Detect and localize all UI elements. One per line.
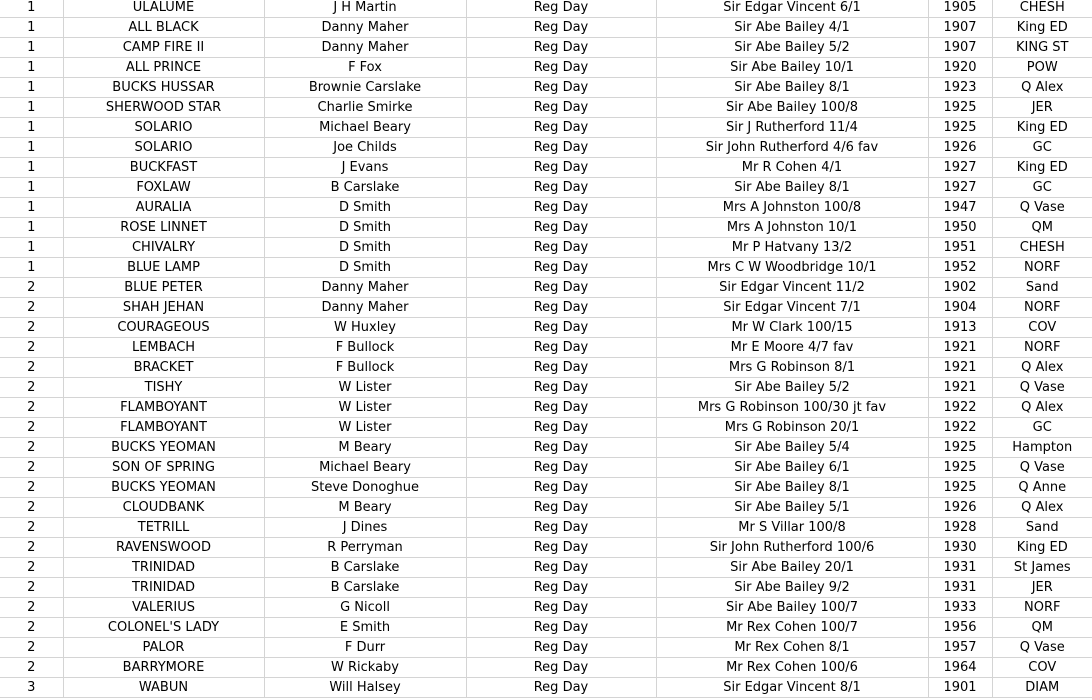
table-row (0, 458, 1092, 478)
horse-cell[interactable]: FOXLAW (63, 178, 264, 198)
trainer-cell[interactable]: Reg Day (466, 238, 656, 258)
owner-odds-cell[interactable]: Sir Abe Bailey 8/1 (656, 78, 928, 98)
owner-odds-cell[interactable]: Sir Abe Bailey 100/7 (656, 598, 928, 618)
jockey-cell[interactable]: Brownie Carslake (264, 78, 466, 98)
jockey-cell[interactable]: F Durr (264, 638, 466, 658)
jockey-cell[interactable]: D Smith (264, 258, 466, 278)
year-cell[interactable]: 1923 (928, 78, 992, 98)
jockey-cell[interactable]: B Carslake (264, 178, 466, 198)
horse-cell[interactable]: TRINIDAD (63, 578, 264, 598)
owner-odds-cell[interactable]: Mrs A Johnston 10/1 (656, 218, 928, 238)
jockey-cell[interactable]: F Bullock (264, 338, 466, 358)
jockey-cell[interactable]: Steve Donoghue (264, 478, 466, 498)
race-cell[interactable]: CHESH (992, 238, 1092, 258)
table-row (0, 218, 1092, 238)
finish-cell[interactable]: 1 (0, 0, 63, 18)
year-cell[interactable]: 1925 (928, 458, 992, 478)
jockey-cell[interactable]: E Smith (264, 618, 466, 638)
finish-cell[interactable]: 2 (0, 478, 63, 498)
year-cell[interactable]: 1926 (928, 498, 992, 518)
table-row (0, 538, 1092, 558)
year-cell[interactable]: 1925 (928, 478, 992, 498)
table-row (0, 678, 1092, 698)
race-cell[interactable]: JER (992, 578, 1092, 598)
jockey-cell[interactable]: J Dines (264, 518, 466, 538)
year-cell[interactable]: 1933 (928, 598, 992, 618)
owner-odds-cell[interactable]: Sir J Rutherford 11/4 (656, 118, 928, 138)
jockey-cell[interactable]: Michael Beary (264, 118, 466, 138)
year-cell[interactable]: 1964 (928, 658, 992, 678)
horse-cell[interactable]: COURAGEOUS (63, 318, 264, 338)
table-row (0, 18, 1092, 38)
year-cell[interactable]: 1956 (928, 618, 992, 638)
owner-odds-cell[interactable]: Sir Abe Bailey 100/8 (656, 98, 928, 118)
race-cell[interactable]: KING ST (992, 38, 1092, 58)
table-row (0, 658, 1092, 678)
race-cell[interactable]: Q Alex (992, 498, 1092, 518)
finish-cell[interactable]: 2 (0, 438, 63, 458)
finish-cell[interactable]: 2 (0, 418, 63, 438)
trainer-cell[interactable]: Reg Day (466, 98, 656, 118)
table-row (0, 638, 1092, 658)
year-cell[interactable]: 1927 (928, 158, 992, 178)
finish-cell[interactable]: 3 (0, 678, 63, 698)
year-cell[interactable]: 1925 (928, 98, 992, 118)
horse-cell[interactable]: SHAH JEHAN (63, 298, 264, 318)
finish-cell[interactable]: 2 (0, 378, 63, 398)
year-cell[interactable]: 1925 (928, 438, 992, 458)
year-cell[interactable]: 1902 (928, 278, 992, 298)
owner-odds-cell[interactable]: Sir Abe Bailey 8/1 (656, 478, 928, 498)
race-cell[interactable]: Q Anne (992, 478, 1092, 498)
year-cell[interactable]: 1931 (928, 578, 992, 598)
jockey-cell[interactable]: M Beary (264, 438, 466, 458)
owner-odds-cell[interactable]: Sir Abe Bailey 9/2 (656, 578, 928, 598)
owner-odds-cell[interactable]: Mr Rex Cohen 100/6 (656, 658, 928, 678)
finish-cell[interactable]: 2 (0, 598, 63, 618)
year-cell[interactable]: 1922 (928, 418, 992, 438)
year-cell[interactable]: 1947 (928, 198, 992, 218)
race-cell[interactable]: Q Alex (992, 78, 1092, 98)
owner-odds-cell[interactable]: Sir John Rutherford 4/6 fav (656, 138, 928, 158)
horse-cell[interactable]: CHIVALRY (63, 238, 264, 258)
horse-cell[interactable]: SHERWOOD STAR (63, 98, 264, 118)
horse-cell[interactable]: TETRILL (63, 518, 264, 538)
race-cell[interactable]: Q Vase (992, 198, 1092, 218)
table-row (0, 238, 1092, 258)
table-row (0, 318, 1092, 338)
horse-cell[interactable]: AURALIA (63, 198, 264, 218)
jockey-cell[interactable]: Michael Beary (264, 458, 466, 478)
finish-cell[interactable]: 1 (0, 98, 63, 118)
race-cell[interactable]: Hampton (992, 438, 1092, 458)
finish-cell[interactable]: 2 (0, 558, 63, 578)
trainer-cell[interactable]: Reg Day (466, 378, 656, 398)
finish-cell[interactable]: 1 (0, 58, 63, 78)
finish-cell[interactable]: 2 (0, 298, 63, 318)
jockey-cell[interactable]: G Nicoll (264, 598, 466, 618)
finish-cell[interactable]: 1 (0, 258, 63, 278)
trainer-cell[interactable]: Reg Day (466, 518, 656, 538)
owner-odds-cell[interactable]: Sir Abe Bailey 5/2 (656, 378, 928, 398)
trainer-cell[interactable]: Reg Day (466, 458, 656, 478)
finish-cell[interactable]: 2 (0, 518, 63, 538)
trainer-cell[interactable]: Reg Day (466, 198, 656, 218)
race-cell[interactable]: St James (992, 558, 1092, 578)
horse-cell[interactable]: BARRYMORE (63, 658, 264, 678)
table-row (0, 58, 1092, 78)
race-cell[interactable]: GC (992, 138, 1092, 158)
finish-cell[interactable]: 2 (0, 578, 63, 598)
race-cell[interactable]: CHESH (992, 0, 1092, 18)
finish-cell[interactable]: 1 (0, 78, 63, 98)
table-row (0, 78, 1092, 98)
finish-cell[interactable]: 2 (0, 278, 63, 298)
horse-cell[interactable]: TISHY (63, 378, 264, 398)
trainer-cell[interactable]: Reg Day (466, 538, 656, 558)
race-cell[interactable]: Q Vase (992, 638, 1092, 658)
trainer-cell[interactable]: Reg Day (466, 18, 656, 38)
jockey-cell[interactable]: B Carslake (264, 558, 466, 578)
owner-odds-cell[interactable]: Mr Rex Cohen 100/7 (656, 618, 928, 638)
trainer-cell[interactable]: Reg Day (466, 658, 656, 678)
owner-odds-cell[interactable]: Sir Edgar Vincent 6/1 (656, 0, 928, 18)
year-cell[interactable]: 1913 (928, 318, 992, 338)
jockey-cell[interactable]: Charlie Smirke (264, 98, 466, 118)
trainer-cell[interactable]: Reg Day (466, 558, 656, 578)
race-cell[interactable]: GC (992, 178, 1092, 198)
jockey-cell[interactable]: Danny Maher (264, 38, 466, 58)
jockey-cell[interactable]: Joe Childs (264, 138, 466, 158)
table-row (0, 338, 1092, 358)
horse-cell[interactable]: CLOUDBANK (63, 498, 264, 518)
trainer-cell[interactable]: Reg Day (466, 618, 656, 638)
horse-cell[interactable]: SOLARIO (63, 138, 264, 158)
year-cell[interactable]: 1921 (928, 358, 992, 378)
race-cell[interactable]: King ED (992, 538, 1092, 558)
table-row (0, 38, 1092, 58)
trainer-cell[interactable]: Reg Day (466, 138, 656, 158)
horse-cell[interactable]: RAVENSWOOD (63, 538, 264, 558)
finish-cell[interactable]: 1 (0, 238, 63, 258)
trainer-cell[interactable]: Reg Day (466, 678, 656, 698)
year-cell[interactable]: 1951 (928, 238, 992, 258)
year-cell[interactable]: 1950 (928, 218, 992, 238)
year-cell[interactable]: 1904 (928, 298, 992, 318)
jockey-cell[interactable]: Danny Maher (264, 18, 466, 38)
owner-odds-cell[interactable]: Sir Abe Bailey 8/1 (656, 178, 928, 198)
finish-cell[interactable]: 1 (0, 198, 63, 218)
trainer-cell[interactable]: Reg Day (466, 158, 656, 178)
race-cell[interactable]: DIAM (992, 678, 1092, 698)
finish-cell[interactable]: 2 (0, 618, 63, 638)
finish-cell[interactable]: 2 (0, 538, 63, 558)
owner-odds-cell[interactable]: Sir Edgar Vincent 11/2 (656, 278, 928, 298)
trainer-cell[interactable]: Reg Day (466, 318, 656, 338)
race-cell[interactable]: King ED (992, 158, 1092, 178)
table-row (0, 158, 1092, 178)
horse-cell[interactable]: ALL BLACK (63, 18, 264, 38)
trainer-cell[interactable]: Reg Day (466, 278, 656, 298)
horse-cell[interactable]: TRINIDAD (63, 558, 264, 578)
horse-cell[interactable]: COLONEL'S LADY (63, 618, 264, 638)
table-row (0, 278, 1092, 298)
race-cell[interactable]: POW (992, 58, 1092, 78)
year-cell[interactable]: 1921 (928, 378, 992, 398)
race-cell[interactable]: Sand (992, 278, 1092, 298)
finish-cell[interactable]: 1 (0, 38, 63, 58)
race-cell[interactable]: Q Alex (992, 358, 1092, 378)
race-cell[interactable]: King ED (992, 18, 1092, 38)
trainer-cell[interactable]: Reg Day (466, 398, 656, 418)
year-cell[interactable]: 1931 (928, 558, 992, 578)
horse-cell[interactable]: BRACKET (63, 358, 264, 378)
jockey-cell[interactable]: Danny Maher (264, 278, 466, 298)
horse-cell[interactable]: FLAMBOYANT (63, 398, 264, 418)
race-cell[interactable]: Q Alex (992, 398, 1092, 418)
owner-odds-cell[interactable]: Mrs A Johnston 100/8 (656, 198, 928, 218)
owner-odds-cell[interactable]: Mr R Cohen 4/1 (656, 158, 928, 178)
trainer-cell[interactable]: Reg Day (466, 118, 656, 138)
trainer-cell[interactable]: Reg Day (466, 218, 656, 238)
horse-cell[interactable]: BLUE PETER (63, 278, 264, 298)
owner-odds-cell[interactable]: Sir Edgar Vincent 8/1 (656, 678, 928, 698)
table-row (0, 0, 1092, 18)
trainer-cell[interactable]: Reg Day (466, 178, 656, 198)
race-cell[interactable]: JER (992, 98, 1092, 118)
finish-cell[interactable]: 2 (0, 458, 63, 478)
trainer-cell[interactable]: Reg Day (466, 358, 656, 378)
horse-cell[interactable]: ROSE LINNET (63, 218, 264, 238)
year-cell[interactable]: 1922 (928, 398, 992, 418)
trainer-cell[interactable]: Reg Day (466, 478, 656, 498)
jockey-cell[interactable]: D Smith (264, 238, 466, 258)
finish-cell[interactable]: 2 (0, 318, 63, 338)
race-cell[interactable]: COV (992, 318, 1092, 338)
finish-cell[interactable]: 2 (0, 358, 63, 378)
horse-cell[interactable]: BUCKS YEOMAN (63, 478, 264, 498)
jockey-cell[interactable]: W Rickaby (264, 658, 466, 678)
jockey-cell[interactable]: D Smith (264, 218, 466, 238)
year-cell[interactable]: 1952 (928, 258, 992, 278)
trainer-cell[interactable]: Reg Day (466, 0, 656, 18)
owner-odds-cell[interactable]: Mrs C W Woodbridge 10/1 (656, 258, 928, 278)
finish-cell[interactable]: 1 (0, 138, 63, 158)
year-cell[interactable]: 1925 (928, 118, 992, 138)
horse-cell[interactable]: BUCKFAST (63, 158, 264, 178)
owner-odds-cell[interactable]: Mr Rex Cohen 8/1 (656, 638, 928, 658)
trainer-cell[interactable]: Reg Day (466, 258, 656, 278)
race-cell[interactable]: NORF (992, 258, 1092, 278)
year-cell[interactable]: 1927 (928, 178, 992, 198)
table-row (0, 178, 1092, 198)
owner-odds-cell[interactable]: Sir Abe Bailey 10/1 (656, 58, 928, 78)
table-row (0, 138, 1092, 158)
table-row (0, 258, 1092, 278)
table-row (0, 498, 1092, 518)
trainer-cell[interactable]: Reg Day (466, 638, 656, 658)
finish-cell[interactable]: 2 (0, 658, 63, 678)
jockey-cell[interactable]: Will Halsey (264, 678, 466, 698)
finish-cell[interactable]: 1 (0, 18, 63, 38)
race-cell[interactable]: QM (992, 218, 1092, 238)
owner-odds-cell[interactable]: Mrs G Robinson 100/30 jt fav (656, 398, 928, 418)
horse-cell[interactable]: SOLARIO (63, 118, 264, 138)
year-cell[interactable]: 1928 (928, 518, 992, 538)
table-row (0, 198, 1092, 218)
race-cell[interactable]: Q Vase (992, 458, 1092, 478)
table-row (0, 578, 1092, 598)
table-row (0, 598, 1092, 618)
owner-odds-cell[interactable]: Sir Abe Bailey 6/1 (656, 458, 928, 478)
table-row (0, 618, 1092, 638)
jockey-cell[interactable]: F Bullock (264, 358, 466, 378)
owner-odds-cell[interactable]: Mr S Villar 100/8 (656, 518, 928, 538)
table-row (0, 118, 1092, 138)
finish-cell[interactable]: 2 (0, 498, 63, 518)
trainer-cell[interactable]: Reg Day (466, 78, 656, 98)
finish-cell[interactable]: 1 (0, 158, 63, 178)
owner-odds-cell[interactable]: Sir Abe Bailey 5/1 (656, 498, 928, 518)
year-cell[interactable]: 1926 (928, 138, 992, 158)
race-cell[interactable]: GC (992, 418, 1092, 438)
jockey-cell[interactable]: W Huxley (264, 318, 466, 338)
owner-odds-cell[interactable]: Sir John Rutherford 100/6 (656, 538, 928, 558)
race-cell[interactable]: Q Vase (992, 378, 1092, 398)
year-cell[interactable]: 1921 (928, 338, 992, 358)
jockey-cell[interactable]: F Fox (264, 58, 466, 78)
trainer-cell[interactable]: Reg Day (466, 598, 656, 618)
horse-cell[interactable]: LEMBACH (63, 338, 264, 358)
table-row (0, 378, 1092, 398)
trainer-cell[interactable]: Reg Day (466, 438, 656, 458)
owner-odds-cell[interactable]: Sir Edgar Vincent 7/1 (656, 298, 928, 318)
finish-cell[interactable]: 2 (0, 338, 63, 358)
horse-cell[interactable]: PALOR (63, 638, 264, 658)
table-row (0, 518, 1092, 538)
horse-cell[interactable]: BUCKS HUSSAR (63, 78, 264, 98)
table-row (0, 418, 1092, 438)
trainer-cell[interactable]: Reg Day (466, 338, 656, 358)
owner-odds-cell[interactable]: Mr E Moore 4/7 fav (656, 338, 928, 358)
table-row (0, 98, 1092, 118)
jockey-cell[interactable]: D Smith (264, 198, 466, 218)
trainer-cell[interactable]: Reg Day (466, 418, 656, 438)
year-cell[interactable]: 1920 (928, 58, 992, 78)
table-row (0, 358, 1092, 378)
trainer-cell[interactable]: Reg Day (466, 578, 656, 598)
table-row (0, 438, 1092, 458)
race-cell[interactable]: NORF (992, 598, 1092, 618)
jockey-cell[interactable]: J Evans (264, 158, 466, 178)
owner-odds-cell[interactable]: Sir Abe Bailey 5/4 (656, 438, 928, 458)
horse-cell[interactable]: ALL PRINCE (63, 58, 264, 78)
horse-cell[interactable]: SON OF SPRING (63, 458, 264, 478)
horse-cell[interactable]: FLAMBOYANT (63, 418, 264, 438)
table-row (0, 558, 1092, 578)
horse-cell[interactable]: ULALUME (63, 0, 264, 18)
race-cell[interactable]: Sand (992, 518, 1092, 538)
trainer-cell[interactable]: Reg Day (466, 58, 656, 78)
year-cell[interactable]: 1905 (928, 0, 992, 18)
jockey-cell[interactable]: B Carslake (264, 578, 466, 598)
finish-cell[interactable]: 2 (0, 398, 63, 418)
horse-cell[interactable]: VALERIUS (63, 598, 264, 618)
table-row (0, 398, 1092, 418)
race-cell[interactable]: QM (992, 618, 1092, 638)
table-row (0, 298, 1092, 318)
finish-cell[interactable]: 2 (0, 638, 63, 658)
horse-cell[interactable]: CAMP FIRE II (63, 38, 264, 58)
owner-odds-cell[interactable]: Sir Abe Bailey 4/1 (656, 18, 928, 38)
jockey-cell[interactable]: W Lister (264, 398, 466, 418)
year-cell[interactable]: 1907 (928, 38, 992, 58)
trainer-cell[interactable]: Reg Day (466, 38, 656, 58)
horse-cell[interactable]: WABUN (63, 678, 264, 698)
year-cell[interactable]: 1907 (928, 18, 992, 38)
finish-cell[interactable]: 1 (0, 118, 63, 138)
finish-cell[interactable]: 1 (0, 178, 63, 198)
owner-odds-cell[interactable]: Mr P Hatvany 13/2 (656, 238, 928, 258)
year-cell[interactable]: 1957 (928, 638, 992, 658)
table-row (0, 478, 1092, 498)
race-cell[interactable]: King ED (992, 118, 1092, 138)
finish-cell[interactable]: 1 (0, 218, 63, 238)
jockey-cell[interactable]: W Lister (264, 378, 466, 398)
horse-cell[interactable]: BUCKS YEOMAN (63, 438, 264, 458)
race-cell[interactable]: COV (992, 658, 1092, 678)
horse-cell[interactable]: BLUE LAMP (63, 258, 264, 278)
jockey-cell[interactable]: Danny Maher (264, 298, 466, 318)
trainer-cell[interactable]: Reg Day (466, 298, 656, 318)
jockey-cell[interactable]: R Perryman (264, 538, 466, 558)
owner-odds-cell[interactable]: Mrs G Robinson 20/1 (656, 418, 928, 438)
owner-odds-cell[interactable]: Sir Abe Bailey 20/1 (656, 558, 928, 578)
trainer-cell[interactable]: Reg Day (466, 498, 656, 518)
jockey-cell[interactable]: W Lister (264, 418, 466, 438)
year-cell[interactable]: 1930 (928, 538, 992, 558)
owner-odds-cell[interactable]: Mrs G Robinson 8/1 (656, 358, 928, 378)
owner-odds-cell[interactable]: Mr W Clark 100/15 (656, 318, 928, 338)
owner-odds-cell[interactable]: Sir Abe Bailey 5/2 (656, 38, 928, 58)
year-cell[interactable]: 1901 (928, 678, 992, 698)
jockey-cell[interactable]: M Beary (264, 498, 466, 518)
jockey-cell[interactable]: J H Martin (264, 0, 466, 18)
race-cell[interactable]: NORF (992, 298, 1092, 318)
race-cell[interactable]: NORF (992, 338, 1092, 358)
